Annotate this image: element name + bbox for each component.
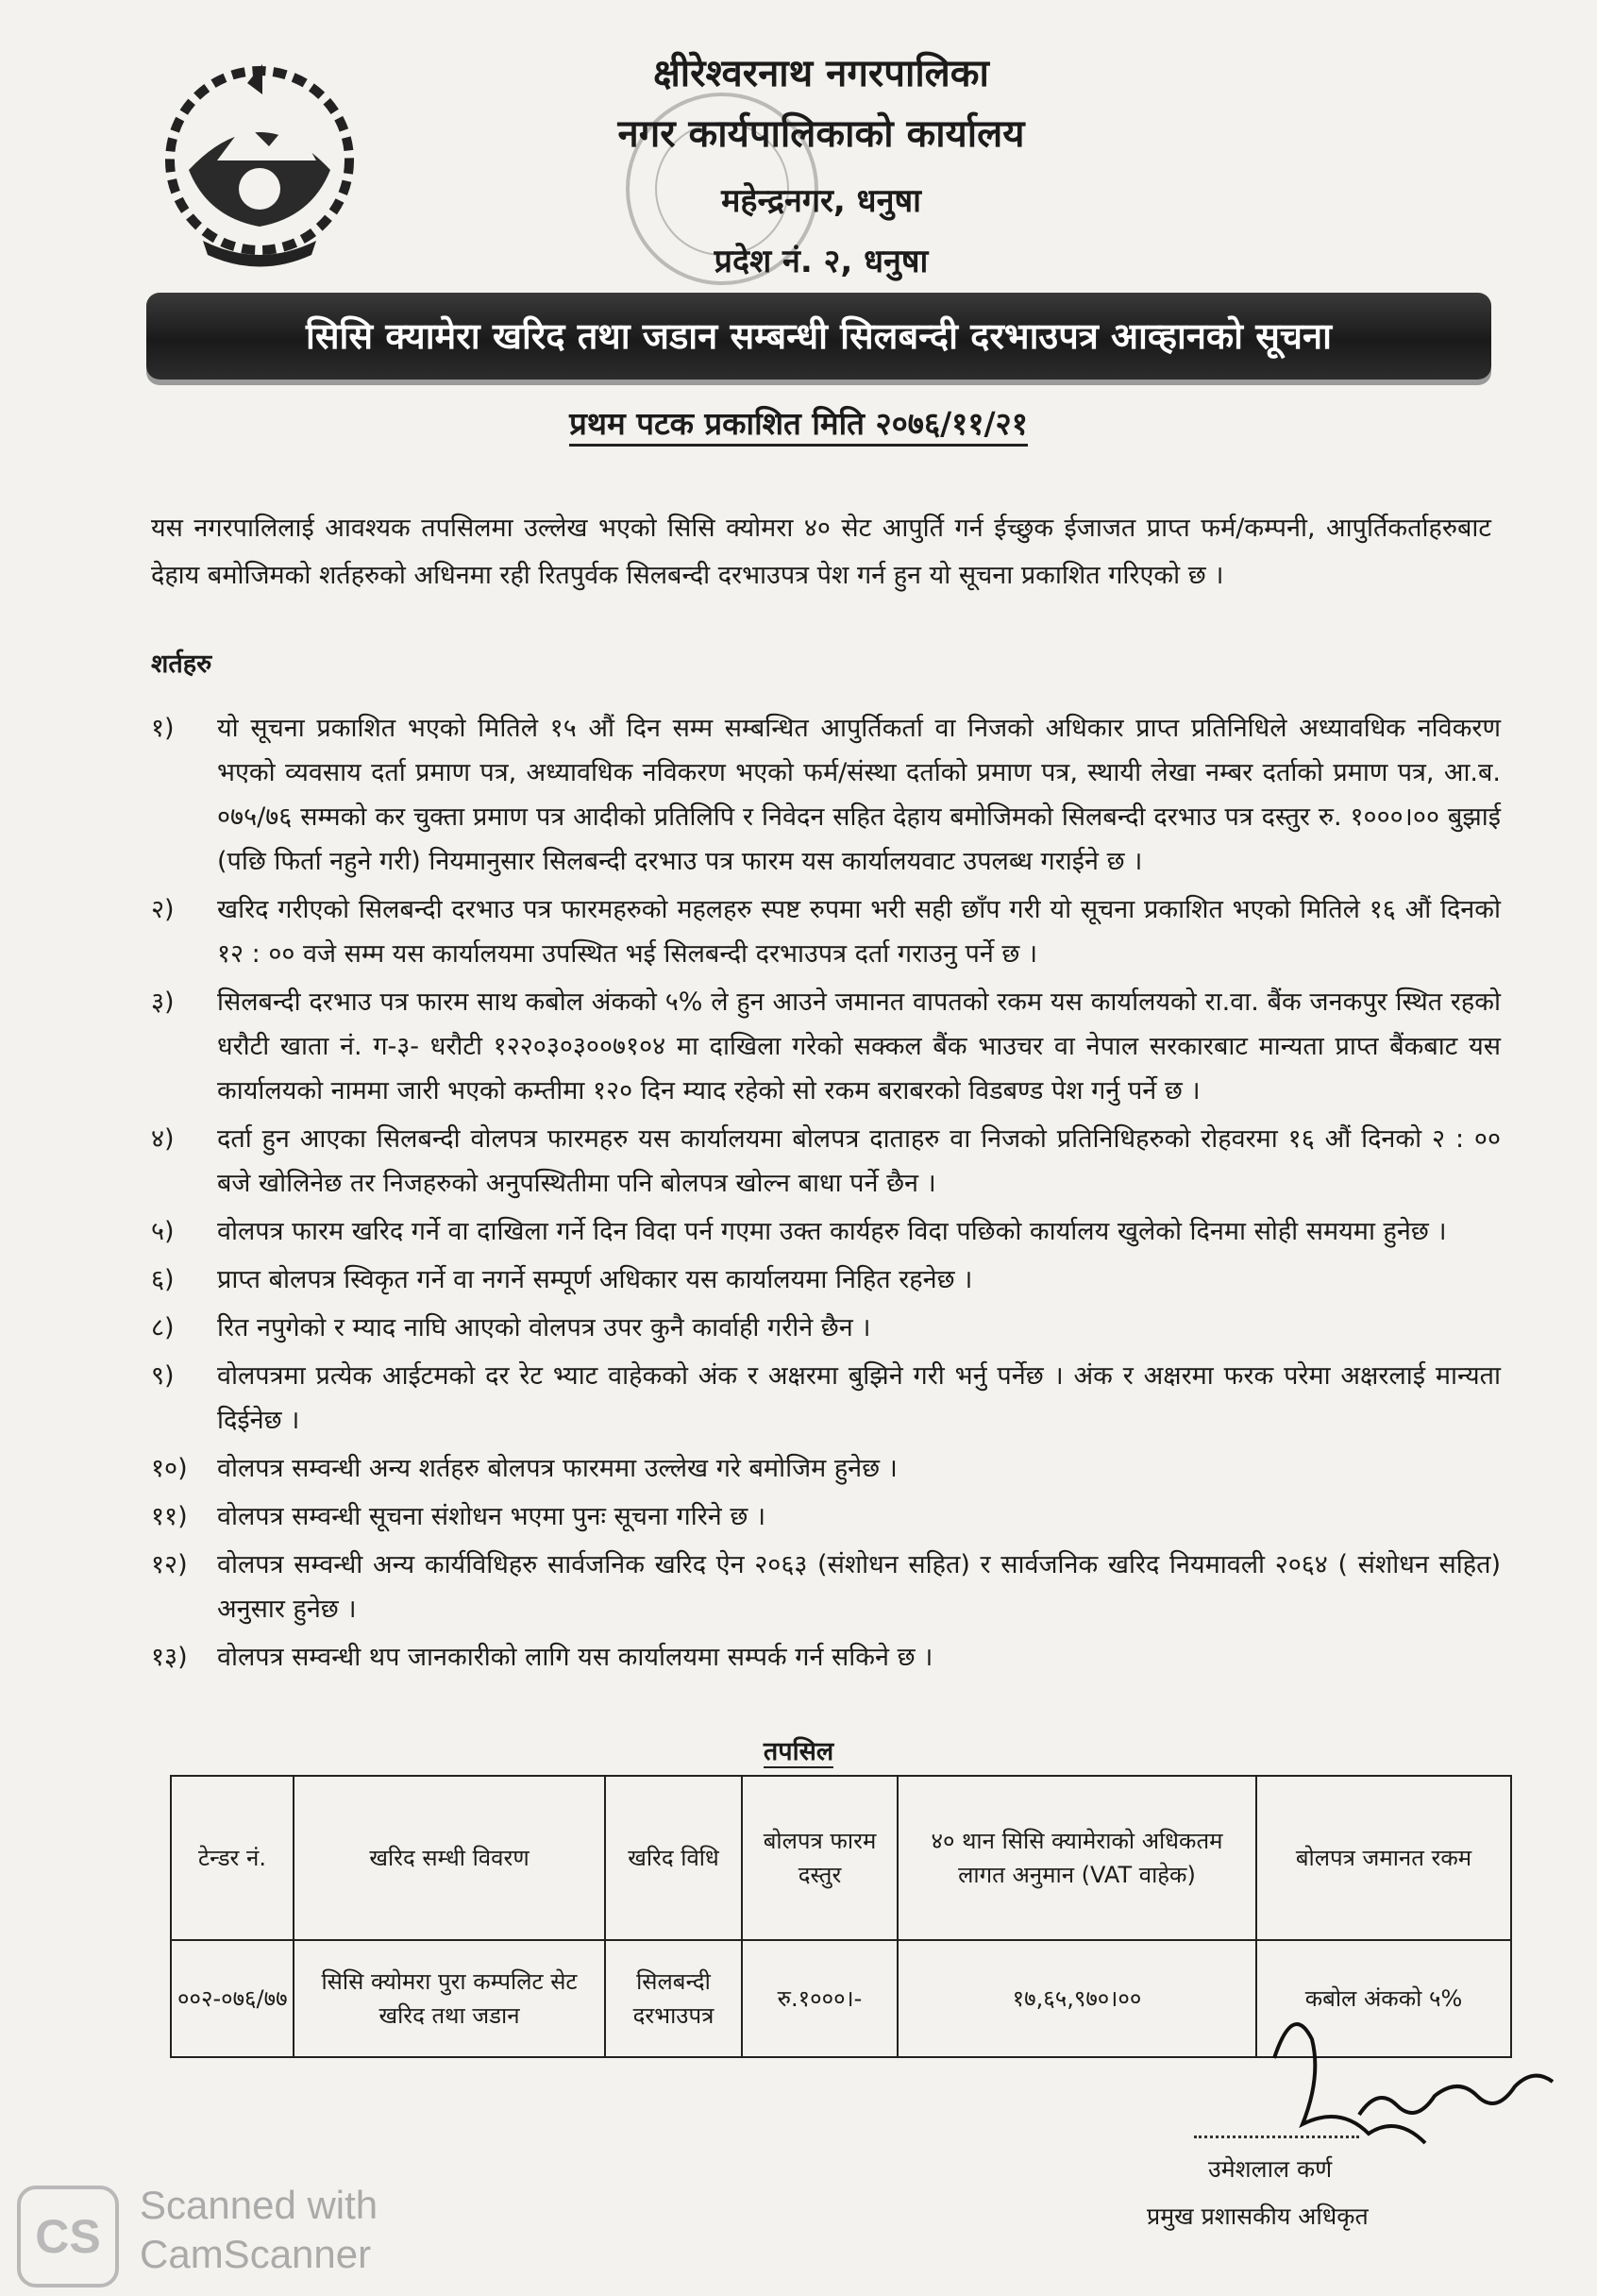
table-header-cell: खरिद सम्धी विवरण <box>294 1776 605 1940</box>
condition-item: ५) वोलपत्र फारम खरिद गर्ने वा दाखिला गर्ने दिन विदा पर्न गएमा उक्त कार्यहरु विदा पछिको कार्यालय खुलेको दिनमा सोही समयमा हुनेछ । <box>151 1217 1447 1246</box>
table-header-cell: खरिद विधि <box>605 1776 742 1940</box>
conditions-list <box>151 706 1501 1683</box>
condition-item: ११) वोलपत्र सम्वन्धी सूचना संशोधन भएमा पुनः सूचना गरिने छ । <box>151 1502 766 1531</box>
conditions-heading: शर्तहरु <box>151 650 212 679</box>
condition-item: १) यो सूचना प्रकाशित भएको मितिले १५ औं दिन सम्म सम्बन्धित आपुर्तिकर्ता वा निजको अधिकार प्राप्त प्रतिनिधिले अध्यावधिक नविकरण भएको व्यवसाय दर्ता प्रमाण पत्र, अध्यावधिक नविकरण भएको फर्म/संस्था दर्ताको प्रमाण पत्र, स्थायी लेखा नम्बर दर्ताको प्रमाण पत्र, आ.ब. ०७५/७६ सम्मको कर चुक्ता प्रमाण पत्र आदीको प्रतिलिपि र निवेदन सहित देहाय बमोजिमको सिलबन्दी दरभाउ पत्र दस्तुर रु. १०००।०० बुझाई (पछि फिर्ता नहुने गरी) नियमानुसार सिलबन्दी दरभाउ पत्र फारम यस कार्यालयवाट उपलब्ध गराईने छ । <box>151 714 1501 876</box>
condition-item: १३) वोलपत्र सम्वन्धी थप जानकारीको लागि यस कार्यालयमा सम्पर्क गर्न सकिने छ । <box>151 1643 933 1672</box>
header-line-3: महेन्द्रनगर, धनुषा <box>721 182 921 220</box>
handwritten-signature <box>1255 2001 1576 2171</box>
intro-paragraph: यस नगरपालिलाई आवश्यक तपसिलमा उल्लेख भएको सिसि क्योमरा ४० सेट आपुर्ति गर्न ईच्छुक ईजाजत प्राप्त फर्म/कम्पनी, आपुर्तिकर्ताहरुबाट देहाय बमोजिमको शर्तहरुको अधिनमा रही रितपुर्वक सिलबन्दी दरभाउपत्र पेश गर्न हुन यो सूचना प्रकाशित गरिएको छ । <box>151 514 1491 590</box>
header-line-4: प्रदेश नं. २, धनुषा <box>714 243 929 280</box>
table-cell: १७,६५,९७०।०० <box>898 1940 1256 2057</box>
table-cell: कबोल अंकको ५% <box>1256 1940 1511 2057</box>
published-date: प्रथम पटक प्रकाशित मिति २०७६/११/२१ <box>0 401 1597 444</box>
camscanner-watermark: Scanned with CamScanner <box>140 2183 378 2276</box>
condition-item: २) खरिद गरीएको सिलबन्दी दरभाउ पत्र फारमहरुको महलहरु स्पष्ट रुपमा भरी सही छाँप गरी यो सूचना प्रकाशित भएको मितिले १६ औं दिनको १२ : ०० वजे सम्म यस कार्यालयमा उपस्थित भई सिलबन्दी दरभाउपत्र दर्ता गराउनु पर्ने छ । <box>151 895 1501 969</box>
camscanner-logo-icon: CS <box>17 2186 119 2288</box>
condition-item: ९) वोलपत्रमा प्रत्येक आईटमको दर रेट भ्याट वाहेकको अंक र अक्षरमा बुझिने गरी भर्नु पर्नेछ । अंक र अक्षरमा फरक परेमा अक्षरलाई मान्यता दिईनेछ । <box>151 1361 1501 1435</box>
signatory-title: प्रमुख प्रशासकीय अधिकृत <box>1147 2203 1369 2230</box>
table-header-row <box>171 1776 1511 1940</box>
signatory-name: उमेशलाल कर्ण <box>1208 2155 1333 2183</box>
header-line-1: क्षीरेश्वरनाथ नगरपालिका <box>653 52 989 95</box>
condition-item: ६) प्राप्त बोलपत्र स्विकृत गर्ने वा नगर्ने सम्पूर्ण अधिकार यस कार्यालयमा निहित रहनेछ । <box>151 1265 973 1294</box>
table-header-cell: टेन्डर नं. <box>171 1776 294 1940</box>
table-header-cell: बोलपत्र फारम दस्तुर <box>742 1776 898 1940</box>
table-header-cell: बोलपत्र जमानत रकम <box>1256 1776 1511 1940</box>
table-cell: सिसि क्योमरा पुरा कम्पलिट सेट खरिद तथा जडान <box>294 1940 605 2057</box>
condition-item: ३) सिलबन्दी दरभाउ पत्र फारम साथ कबोल अंकको ५% ले हुन आउने जमानत वापतको रकम यस कार्यालयको रा.वा. बैंक जनकपुर स्थित रहको धरौटी खाता नं. ग-३- धरौटी १२२०३०३००७१०४ मा दाखिला गरेको सक्कल बैंक भाउचर वा नेपाल सरकारबाट मान्यता प्राप्त बैंकबाट यस कार्यालयको नाममा जारी भएको कम्तीमा १२० दिन म्याद रहेको सो रकम बराबरको विडबण्ड पेश गर्नु पर्ने छ । <box>151 988 1501 1106</box>
table-cell: रु.१०००।- <box>742 1940 898 2057</box>
condition-item: १२) वोलपत्र सम्वन्धी अन्य कार्यविधिहरु सार्वजनिक खरिद ऐन २०६३ (संशोधन सहित) र सार्वजनिक खरिद नियमावली २०६४ ( संशोधन सहित) अनुसार हुनेछ । <box>151 1550 1501 1624</box>
nepal-government-emblem-icon <box>151 57 368 274</box>
table-cell: ००२-०७६/७७ <box>171 1940 294 2057</box>
notice-title-banner: सिसि क्यामेरा खरिद तथा जडान सम्बन्धी सिलबन्दी दरभाउपत्र आव्हानको सूचना <box>146 293 1491 380</box>
table-header-cell: ४० थान सिसि क्यामेराको अधिकतम लागत अनुमान (VAT वाहेक) <box>898 1776 1256 1940</box>
signature-line <box>1194 2136 1359 2138</box>
condition-item: ४) दर्ता हुन आएका सिलबन्दी वोलपत्र फारमहरु यस कार्यालयमा बोलपत्र दाताहरु वा निजको प्रतिनिधिहरुको रोहवरमा १६ औं दिनको २ : ०० बजे खोलिनेछ तर निजहरुको अनुपस्थितीमा पनि बोलपत्र खोल्न बाधा पर्ने छैन । <box>151 1124 1501 1198</box>
header-line-2: नगर कार्यपालिकाको कार्यालय <box>617 112 1025 156</box>
table-cell: सिलबन्दी दरभाउपत्र <box>605 1940 742 2057</box>
condition-item: १०) वोलपत्र सम्वन्धी अन्य शर्तहरु बोलपत्र फारममा उल्लेख गरे बमोजिम हुनेछ । <box>151 1454 898 1483</box>
schedule-heading: तपसिल <box>763 1737 834 1766</box>
condition-item: ८) रित नपुगेको र म्याद नाघि आएको वोलपत्र उपर कुनै कार्वाही गरीने छैन । <box>151 1313 871 1342</box>
